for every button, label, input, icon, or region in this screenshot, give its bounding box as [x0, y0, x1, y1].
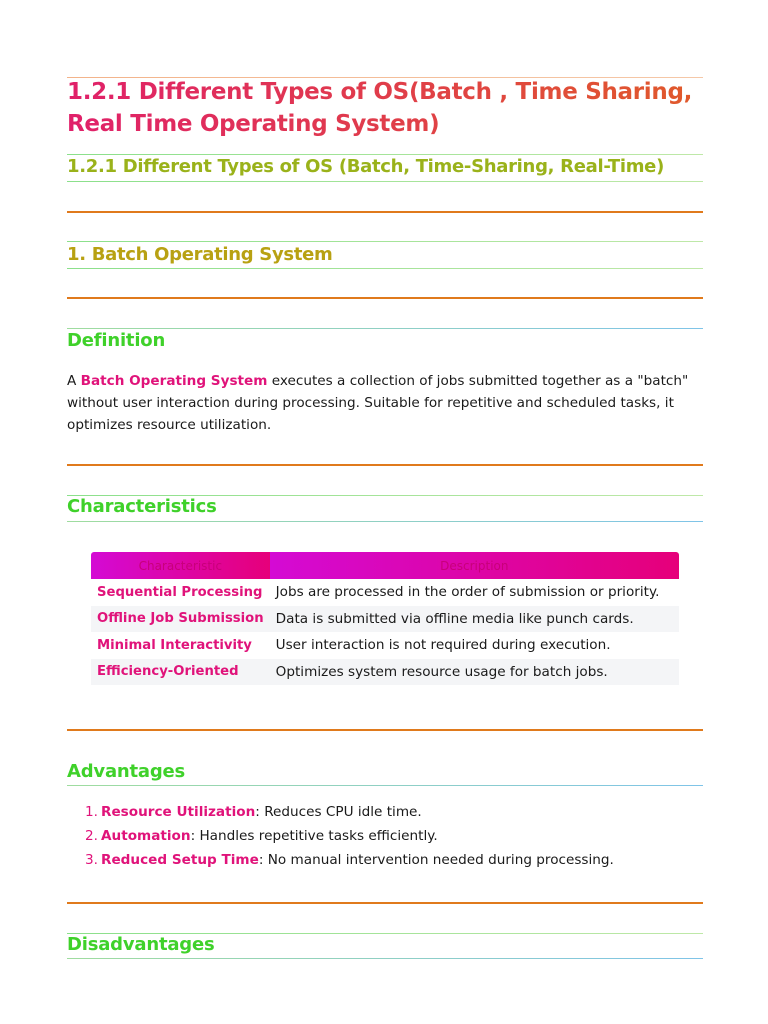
list-number: 2. — [85, 828, 98, 844]
advantage-term: Resource Utilization — [101, 804, 256, 820]
advantages-heading: Advantages — [67, 761, 186, 782]
document-page — [67, 0, 703, 1024]
list-number: 1. — [85, 804, 98, 820]
list-item — [85, 824, 685, 848]
section-divider — [67, 729, 703, 731]
advantages-list — [85, 800, 685, 872]
characteristic-description: User interaction is not required during execution. — [275, 637, 611, 654]
definition-paragraph — [67, 370, 703, 436]
table-header-row — [91, 552, 679, 579]
page-subtitle: 1.2.1 Different Types of OS (Batch, Time-Sharing, Real-Time) — [67, 156, 665, 177]
list-item — [85, 800, 685, 824]
advantage-term: Automation — [101, 828, 191, 844]
section-divider — [67, 902, 703, 904]
batch-os-heading: 1. Batch Operating System — [67, 244, 333, 265]
characteristic-description: Data is submitted via offline media like punch cards. — [270, 606, 679, 633]
characteristics-bottom-rule — [67, 521, 703, 522]
characteristic-name: Sequential Processing — [97, 584, 263, 600]
column-header-description: Description — [270, 552, 679, 579]
table-row — [91, 632, 679, 659]
list-number: 3. — [85, 852, 98, 868]
definition-heading: Definition — [67, 330, 166, 351]
characteristic-name: Minimal Interactivity — [97, 637, 252, 653]
definition-text: executes a collection of jobs submitted together as a "batch" without user interaction during processing. Suitable for repetitive and scheduled tasks, it optimizes resource utilization. — [67, 373, 689, 433]
batch-heading-bottom-rule — [67, 268, 703, 269]
definition-keyword: Batch Operating System — [80, 373, 268, 389]
characteristics-table — [91, 552, 679, 685]
section-divider — [67, 211, 703, 213]
section-divider — [67, 464, 703, 466]
characteristic-description: Jobs are processed in the order of submission or priority. — [275, 584, 660, 601]
subtitle-bottom-rule — [67, 181, 703, 182]
definition-prefix: A — [67, 373, 81, 389]
advantages-bottom-rule — [67, 785, 703, 786]
advantage-text: : Handles repetitive tasks efficiently. — [190, 828, 438, 844]
section-divider — [67, 297, 703, 299]
characteristics-heading: Characteristics — [67, 496, 217, 517]
characteristic-description: Optimizes system resource usage for batch jobs. — [270, 659, 679, 686]
list-item — [85, 848, 685, 872]
advantage-text: : Reduces CPU idle time. — [255, 804, 422, 820]
page-title: 1.2.1 Different Types of OS(Batch , Time Sharing, Real Time Operating System) — [67, 76, 703, 140]
column-header-characteristic: Characteristic — [91, 552, 270, 579]
disadvantages-heading: Disadvantages — [67, 934, 215, 955]
characteristic-name: Offline Job Submission — [91, 606, 270, 633]
advantage-term: Reduced Setup Time — [101, 852, 259, 868]
table-row — [91, 579, 679, 606]
table-row — [91, 606, 679, 633]
advantage-text: : No manual intervention needed during processing. — [258, 852, 614, 868]
disadvantages-bottom-rule — [67, 958, 703, 959]
characteristic-name: Efficiency-Oriented — [91, 659, 270, 686]
table-row — [91, 659, 679, 686]
